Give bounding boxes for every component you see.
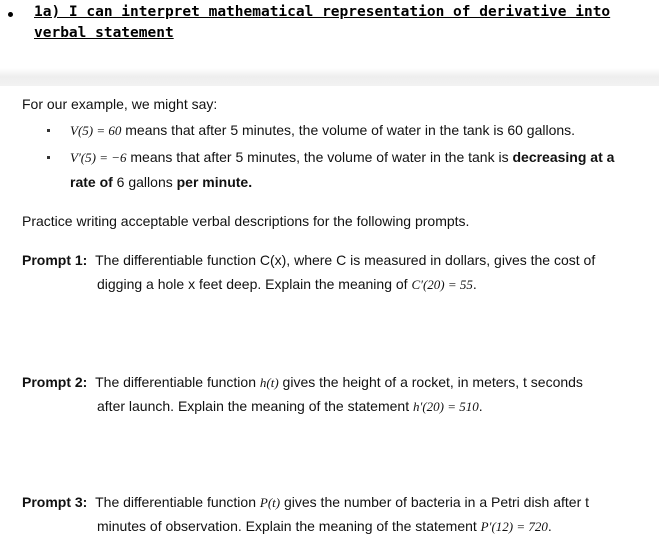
prompt-3-label: Prompt 3:	[22, 494, 88, 510]
prompt-1-text-1: The differentiable function C(x), where C is measured in dollars, gives the cost of	[95, 252, 596, 268]
heading-line-1: 1a) I can interpret mathematical representation of derivative into	[34, 4, 611, 20]
bullet-2-text: means that after 5 minutes, the volume of water in the tank is	[126, 149, 513, 165]
prompt-2-math: h′(20) = 510	[412, 399, 479, 414]
bullet-2-bold: decreasing at a	[512, 149, 615, 165]
prompt-3-text-1a: The differentiable function	[95, 494, 260, 510]
prompt-2-function: h(t)	[259, 375, 279, 390]
heading-line-2: verbal statement	[34, 25, 174, 41]
practice-instructions: Practice writing acceptable verbal descriptions for the following prompts.	[22, 213, 470, 229]
prompt-1-line-2	[97, 275, 477, 294]
prompt-1-text-2: digging a hole x feet deep. Explain the meaning of	[97, 276, 412, 292]
prompt-2-text-1a: The differentiable function	[95, 374, 260, 390]
prompt-2-line-2	[97, 397, 483, 416]
bullet-2-line-1	[70, 148, 614, 167]
learning-target-heading	[0, 0, 659, 68]
prompt-3-text-2: minutes of observation. Explain the meaning of the statement	[97, 518, 481, 534]
prompt-2-label: Prompt 2:	[22, 374, 88, 390]
bullet-2-bold-per-minute: per minute.	[176, 174, 253, 190]
prompt-2-text-1b: gives the height of a rocket, in meters, t seconds	[278, 374, 583, 390]
bullet-icon	[47, 129, 50, 132]
bullet-2-line-2	[70, 173, 252, 191]
bullet-2-bold-rate: rate of	[70, 174, 113, 190]
prompt-2-period: .	[478, 398, 483, 414]
bullet-2-gallons: 6 gallons	[112, 174, 177, 190]
bullet-1	[70, 121, 575, 140]
prompt-1-math: C′(20) = 55	[411, 277, 473, 292]
prompt-2-text-2: after launch. Explain the meaning of the statement	[97, 398, 413, 414]
prompt-3-function: P(t)	[259, 495, 281, 510]
intro-text: For our example, we might say:	[22, 96, 218, 112]
prompt-1-period: .	[472, 276, 477, 292]
prompt-3-period: .	[547, 518, 552, 534]
bullet-1-math: V(5) = 60	[70, 123, 122, 138]
worksheet-content	[0, 86, 659, 542]
heading-text	[34, 2, 634, 44]
heading-bullet-icon	[8, 12, 13, 17]
bullet-icon	[47, 156, 50, 159]
prompt-3-math: P′(12) = 720	[480, 519, 548, 534]
prompt-1-label: Prompt 1:	[22, 252, 88, 268]
prompt-1-line-1	[22, 251, 595, 269]
prompt-3-line-1	[22, 493, 589, 512]
bullet-1-text: means that after 5 minutes, the volume of water in the tank is 60 gallons.	[121, 122, 576, 138]
prompt-2-line-1	[22, 373, 583, 392]
prompt-3-line-2	[97, 517, 552, 536]
bullet-2-math: V′(5) = −6	[70, 150, 127, 165]
prompt-3-text-1b: gives the number of bacteria in a Petri dish after t	[280, 494, 590, 510]
